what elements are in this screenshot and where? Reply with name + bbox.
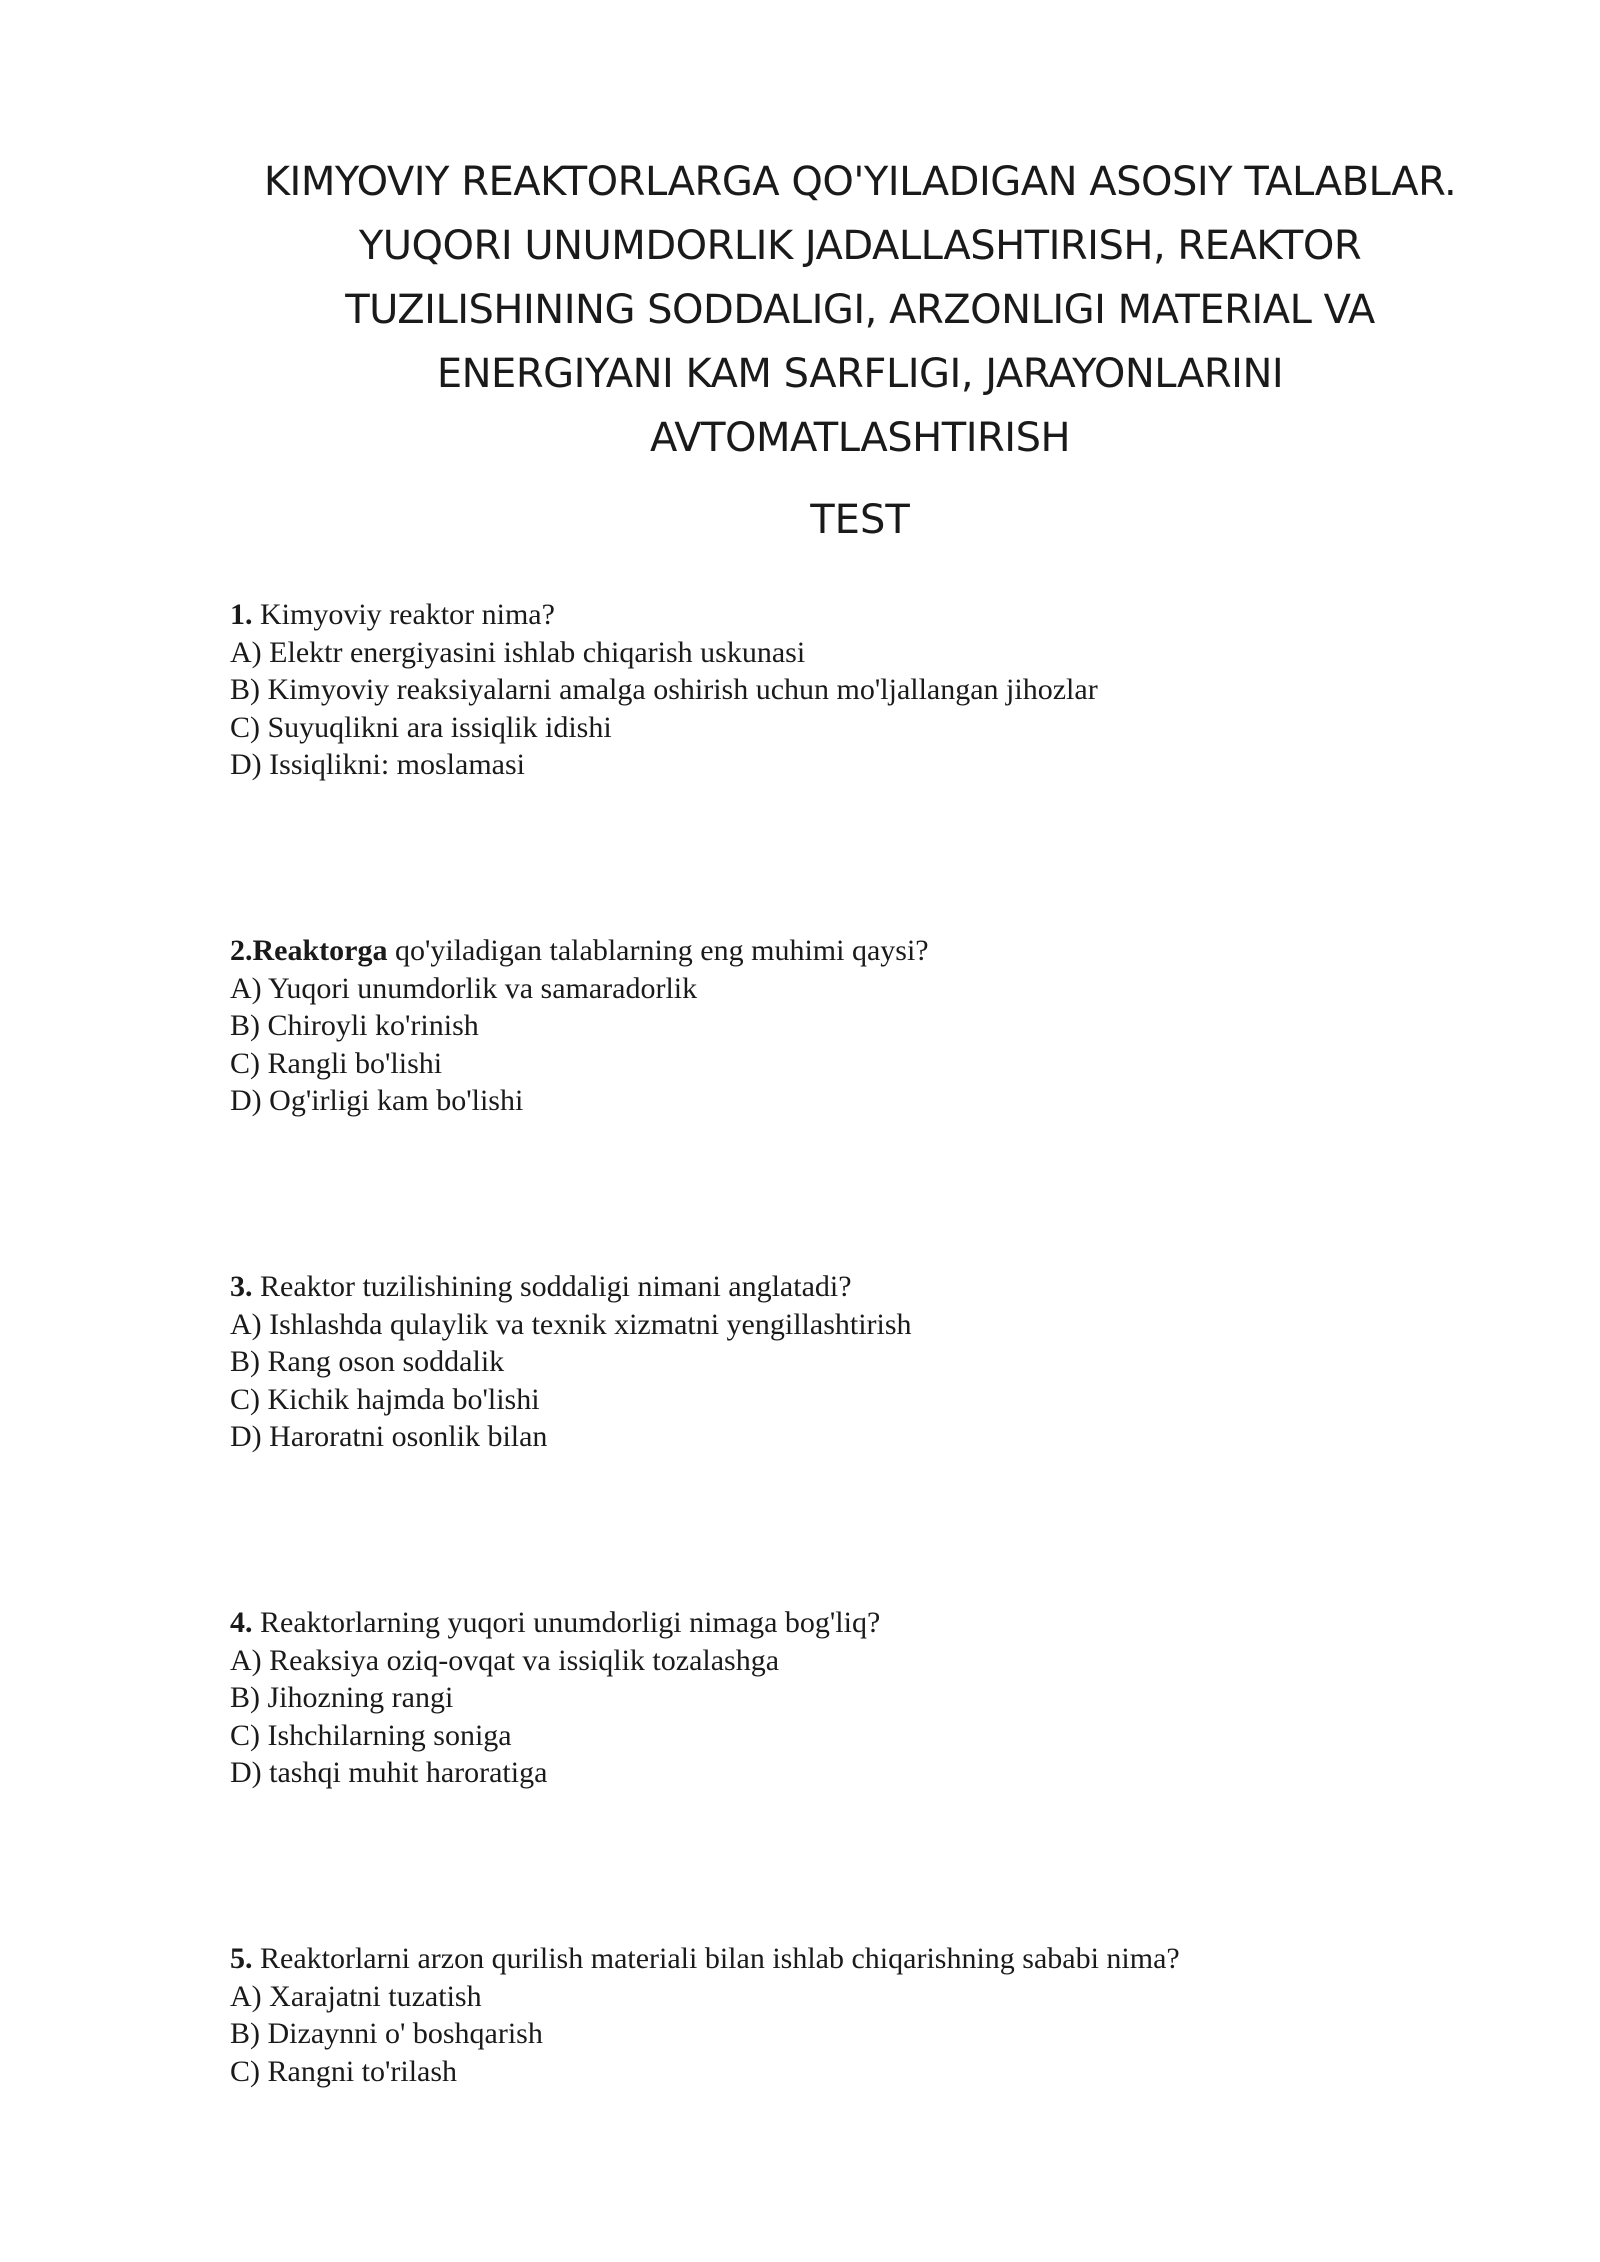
question-number: 1. [230,598,253,631]
question-number: 3. [230,1270,253,1303]
answer-option-c: C) Ishchilarning soniga [230,1718,512,1752]
question-number: 2.Reaktorga [230,934,388,967]
answer-option-a: A) Ishlashda qulaylik va texnik xizmatni yengillashtirish [230,1307,912,1341]
question-text [230,1604,1430,1642]
question-prompt: qo'yiladigan talablarning eng muhimi qaysi? [387,934,929,967]
answer-option-c: C) Rangli bo'lishi [230,1046,443,1080]
question-4 [230,1604,1430,1792]
answer-option-d: D) Haroratni osonlik bilan [230,1420,548,1453]
question-text [230,596,1430,634]
answer-option-d: D) Og'irligi kam bo'lishi [230,1084,524,1117]
answer-option-c: C) Rangni to'rilash [230,2054,458,2088]
answer-option-a: A) Xarajatni tuzatish [230,1979,482,2013]
question-number: 5. [230,1942,253,1975]
question-1 [230,596,1430,784]
answer-option-a: A) Yuqori unumdorlik va samaradorlik [230,971,698,1005]
question-prompt: Reaktorlarni arzon qurilish materiali bilan ishlab chiqarishning sababi nima? [252,1942,1180,1975]
answer-option-c: C) Kichik hajmda bo'lishi [230,1382,540,1416]
title-line: KIMYOVIY REAKTORLARGA QO'YILADIGAN ASOSIY TALABLAR. [263,159,1457,205]
answer-option-d: D) tashqi muhit haroratiga [230,1756,548,1789]
answer-option-a: A) Reaksiya oziq-ovqat va issiqlik tozalashga [230,1643,780,1677]
title-line: YUQORI UNUMDORLIK JADALLASHTIRISH, REAKTOR [358,223,1362,269]
answer-option-d: D) Issiqlikni: moslamasi [230,748,525,781]
answer-option-a: A) Elektr energiyasini ishlab chiqarish uskunasi [230,635,806,669]
question-text [230,932,1430,970]
question-number: 4. [230,1606,253,1639]
answer-option-c: C) Suyuqlikni ara issiqlik idishi [230,710,612,744]
title-line: TUZILISHINING SODDALIGI, ARZONLIGI MATERIAL VA [345,287,1375,333]
test-heading: TEST [810,497,910,543]
answer-option-b: B) Jihozning rangi [230,1681,454,1714]
question-text [230,1940,1430,1978]
question-prompt: Reaktorlarning yuqori unumdorligi nimaga bog'liq? [252,1606,881,1639]
answer-option-b: B) Rang oson soddalik [230,1345,505,1378]
answer-option-b: B) Kimyoviy reaksiyalarni amalga oshirish uchun mo'ljallangan jihozlar [230,673,1098,706]
answer-option-b: B) Chiroyli ko'rinish [230,1009,479,1042]
title-line: ENERGIYANI KAM SARFLIGI, JARAYONLARINI [436,351,1284,397]
question-prompt: Kimyoviy reaktor nima? [252,598,555,631]
question-2 [230,932,1430,1120]
question-prompt: Reaktor tuzilishining soddaligi nimani anglatadi? [252,1270,852,1303]
document-title [230,150,1490,470]
question-text [230,1268,1430,1306]
question-5 [230,1940,1430,2090]
question-3 [230,1268,1430,1456]
answer-option-b: B) Dizaynni o' boshqarish [230,2017,543,2050]
title-line: AVTOMATLASHTIRISH [649,415,1071,461]
